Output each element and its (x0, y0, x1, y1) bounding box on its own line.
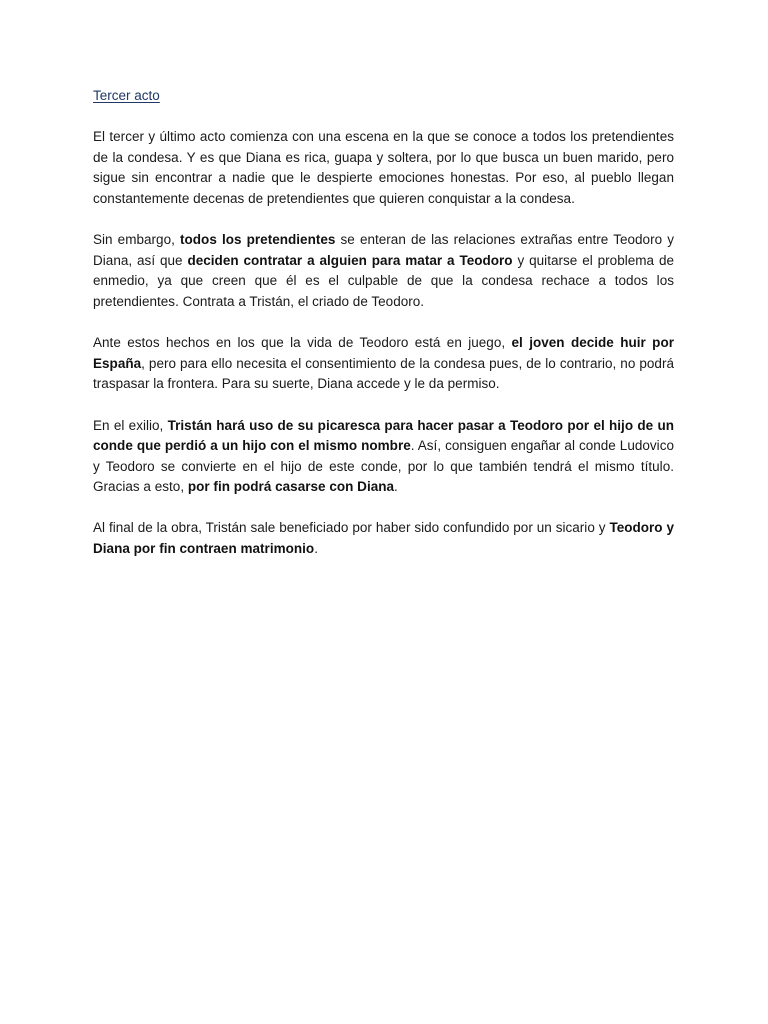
body-paragraph (93, 127, 674, 209)
section-heading: Tercer acto (93, 88, 160, 103)
text-segment: . (314, 541, 318, 557)
bold-text-segment: el joven decide huir por España (93, 335, 674, 371)
text-segment: El tercer y último acto comienza con una escena en la que se conoce a todos los pretendientes de la condesa. Y es que Diana es rica, guapa y soltera, por lo que busca un buen marido, pero sigue sin encontrar a nadie que le despierte emociones honestas. Por eso, al pueblo llegan constantemente decenas de pretendientes que quieren conquistar a la condesa. (93, 129, 674, 206)
bold-text-segment: todos los pretendientes (180, 232, 336, 248)
text-segment: . (394, 479, 398, 495)
bold-text-segment: Teodoro y Diana por fin contraen matrimonio (93, 520, 674, 557)
bold-text-segment: deciden contratar a alguien para matar a Teodoro (187, 252, 513, 268)
text-segment: se enteran de las relaciones extrañas entre Teodoro y Diana, así que (93, 232, 675, 268)
text-segment: , pero para ello necesita el consentimiento de la condesa pues, de lo contrario, no podrá traspasar la frontera. Para su suerte, Diana accede y le da permiso. (93, 355, 674, 392)
text-segment: Al final de la obra, Tristán sale beneficiado por haber sido confundido por un sicario y (93, 520, 610, 536)
document-body (93, 86, 674, 580)
text-segment: y quitarse el problema de enmedio, ya que creen que él es el culpable de que la condesa rechace a todos los pretendientes. Contrata a Tristán, el criado de Teodoro. (93, 252, 675, 309)
bold-text-segment: por fin podrá casarse con Diana (187, 479, 395, 495)
body-paragraph (93, 333, 674, 395)
paragraph-list (93, 127, 674, 559)
body-paragraph (93, 518, 674, 559)
bold-text-segment: Tristán hará uso de su picaresca para hacer pasar a Teodoro por el hijo de un conde que perdió a un hijo con el mismo nombre (93, 417, 674, 454)
body-paragraph (93, 416, 674, 498)
text-segment: Sin embargo, (93, 232, 180, 248)
text-segment: . Así, consiguen engañar al conde Ludovico y Teodoro se convierte en el hijo de este conde, por lo que también tendrá el mismo título. Gracias a esto, (93, 438, 674, 495)
text-segment: Ante estos hechos en los que la vida de Teodoro está en juego, (93, 335, 512, 351)
text-segment: En el exilio, (93, 417, 168, 433)
body-paragraph (93, 230, 674, 312)
